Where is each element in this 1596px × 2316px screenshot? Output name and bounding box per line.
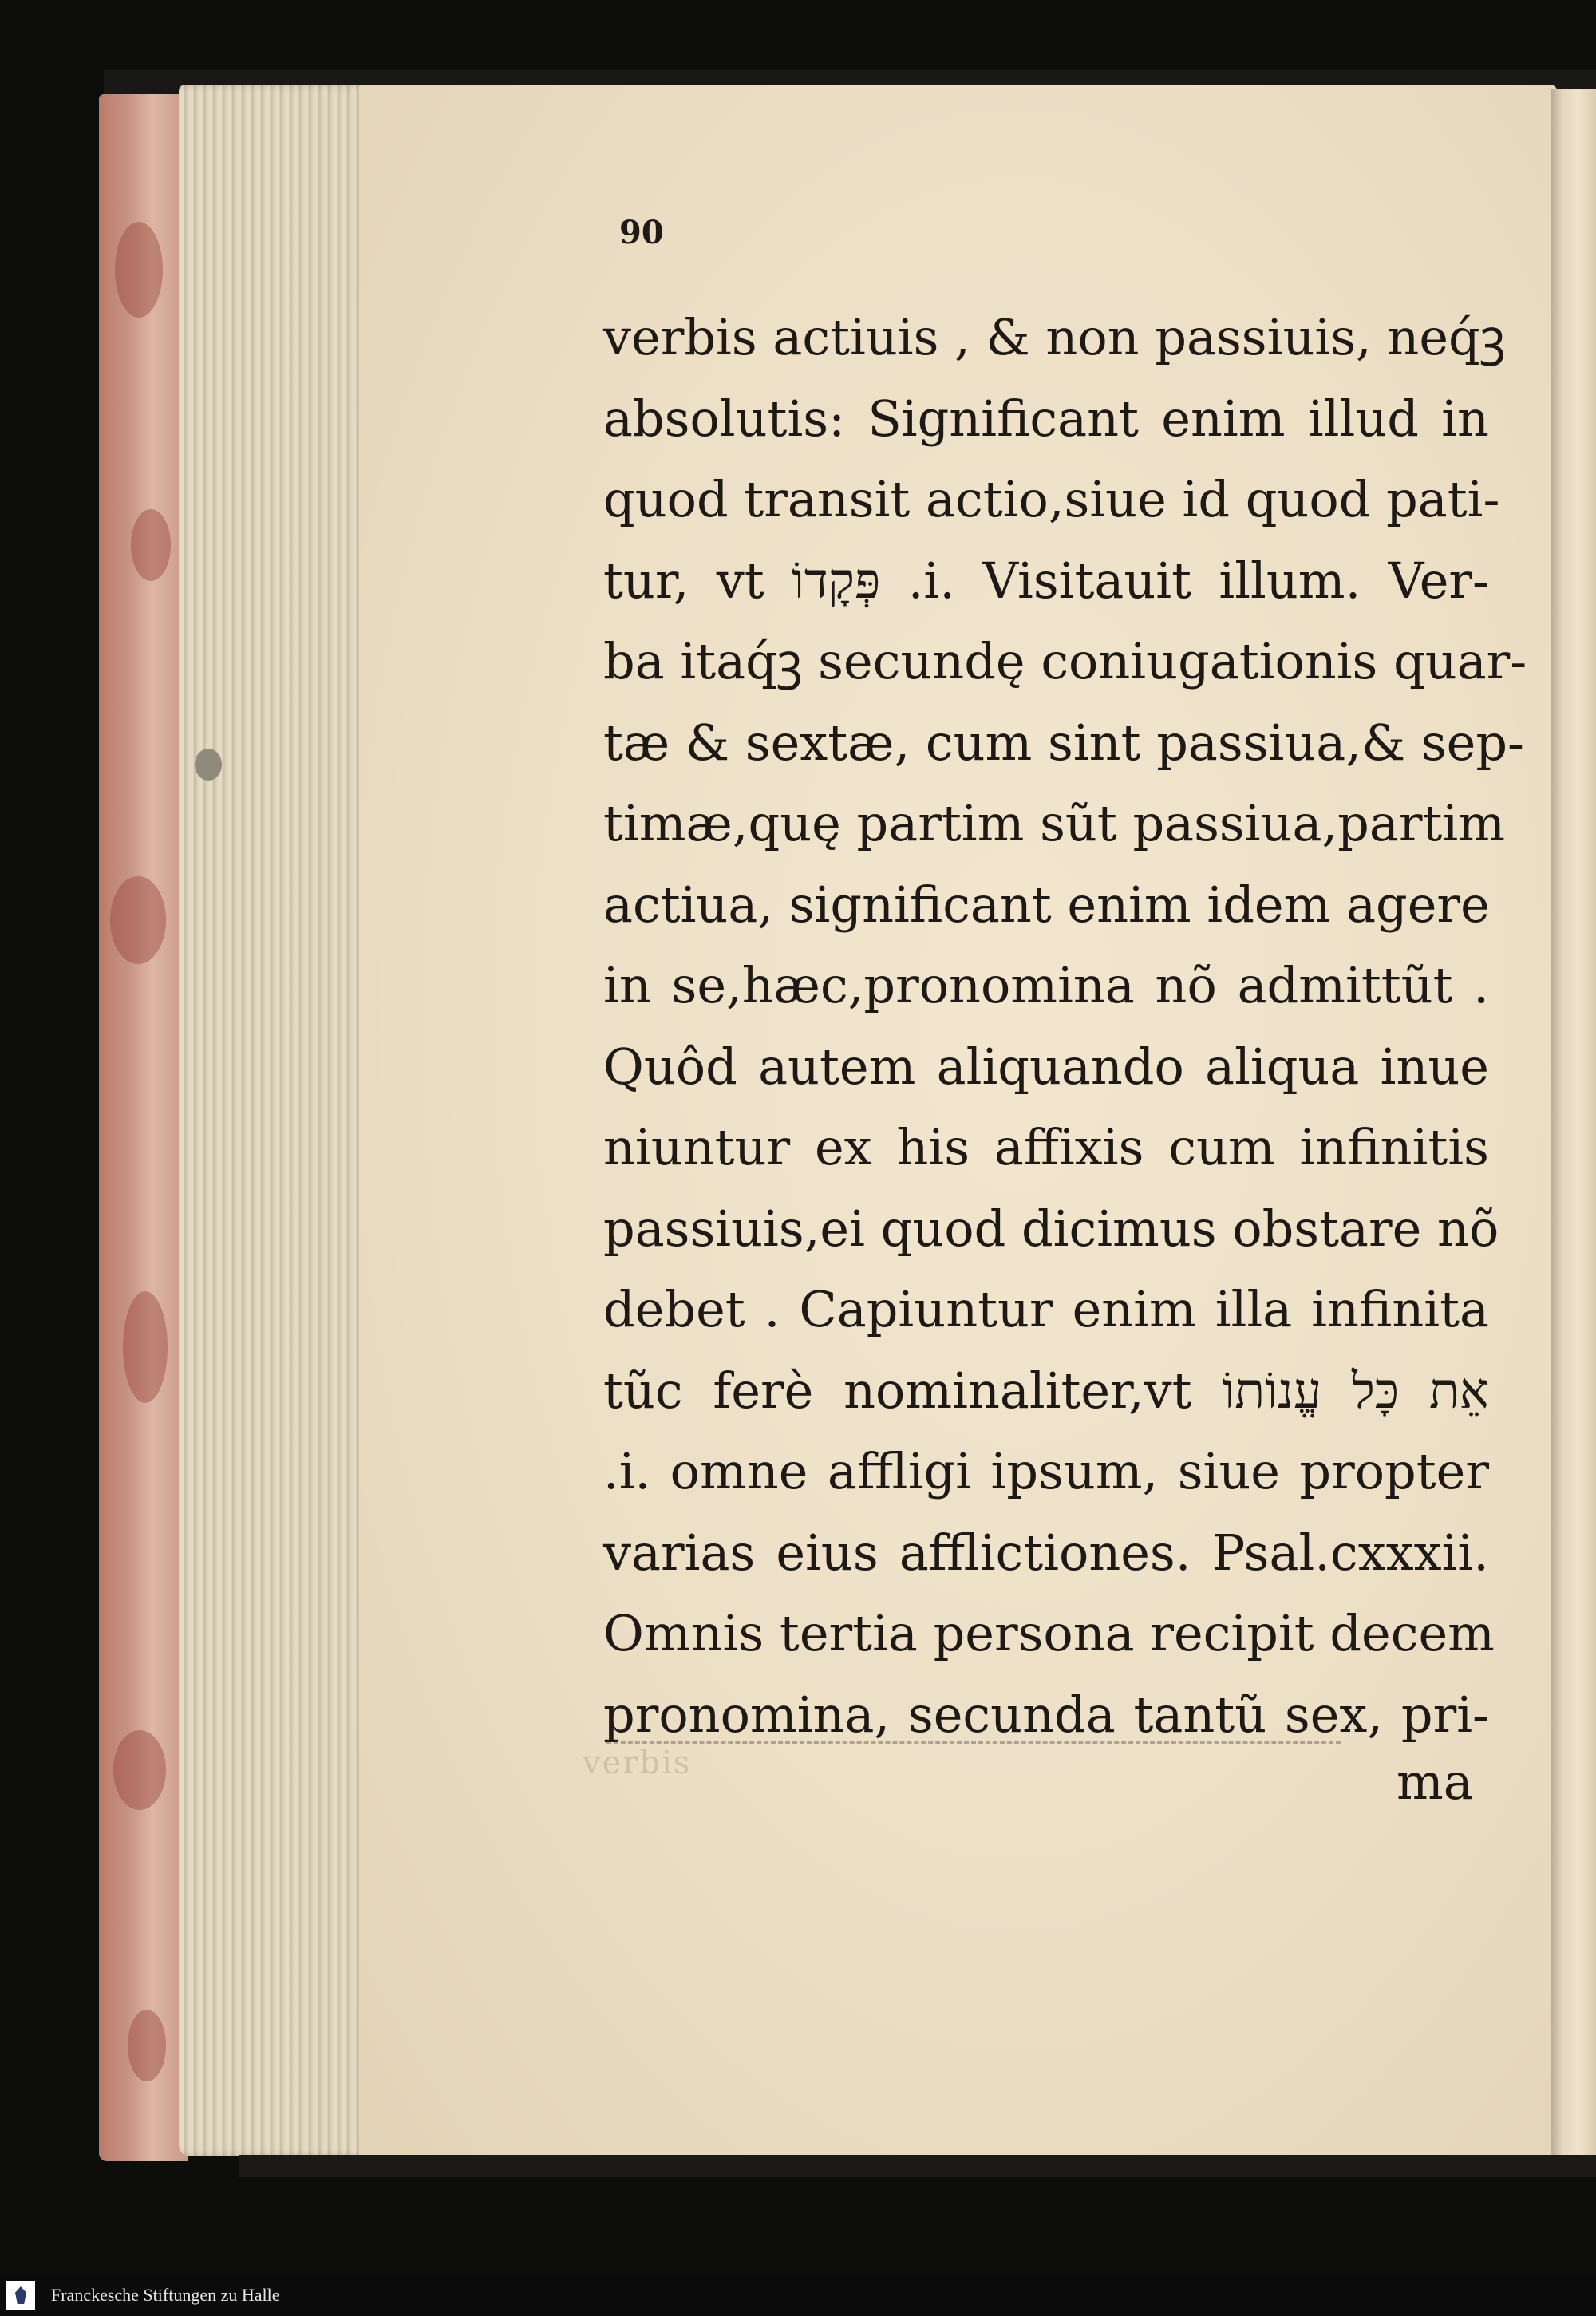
franckesche-stiftungen-logo-icon — [6, 2281, 35, 2310]
show-through-text: verbis — [583, 1745, 692, 1781]
body-text — [603, 297, 1527, 1755]
text-line: timæ,quę partim sũt passiua,partim — [603, 794, 1505, 852]
page-number: 90 — [619, 214, 664, 251]
text-line: quod transit actio,siue id quod pati- — [603, 470, 1500, 528]
binding-hole — [195, 749, 222, 781]
text-line: absolutis: Significant enim illud in — [603, 389, 1489, 448]
dashed-rule — [606, 1741, 1341, 1744]
text-line: niuntur ex his affixis cum infinitis — [603, 1118, 1489, 1176]
text-line: tũc ferè nominaliter,vt אֵת כָּל עֱנוֹתוֹ — [603, 1361, 1489, 1420]
text-line: debet . Capiuntur enim illa infinita — [603, 1280, 1489, 1338]
text-line: .i. omne affligi ipsum, siue propter — [603, 1442, 1489, 1500]
text-line: Quôd autem aliquando aliqua inue — [603, 1037, 1489, 1096]
footer-institution: Franckesche Stiftungen zu Halle — [51, 2285, 280, 2305]
text-line: tæ & sextæ, cum sint passiua,& sep- — [603, 713, 1524, 772]
footer-bar — [0, 2275, 1596, 2316]
page-edges-stack — [179, 85, 369, 2156]
text-line: passiuis,ei quod dicimus obstare nõ — [603, 1199, 1499, 1258]
book-bottom-shadow — [239, 2155, 1596, 2177]
text-line: pronomina, secunda tantũ sex, pri- — [603, 1685, 1489, 1744]
text-line: verbis actiuis , & non passiuis, neq́ꝫ — [603, 308, 1506, 366]
gutter-right-edge — [1551, 89, 1596, 2161]
text-line: tur, vt פְּקָדוֹ .i. Visitauit illum. Ver- — [603, 551, 1489, 610]
marbled-cover — [99, 94, 188, 2161]
text-line: Omnis tertia persona recipit decem — [603, 1604, 1495, 1662]
text-line: actiua, significant enim idem agere — [603, 875, 1490, 934]
text-line: in se,hæc,pronomina nõ admittũt . — [603, 956, 1489, 1014]
text-line: varias eius afflictiones. Psal.cxxxii. — [603, 1523, 1489, 1582]
catchword: ma — [1396, 1753, 1473, 1811]
text-line: ba itaq́ꝫ secundę coniugationis quar- — [603, 632, 1527, 690]
